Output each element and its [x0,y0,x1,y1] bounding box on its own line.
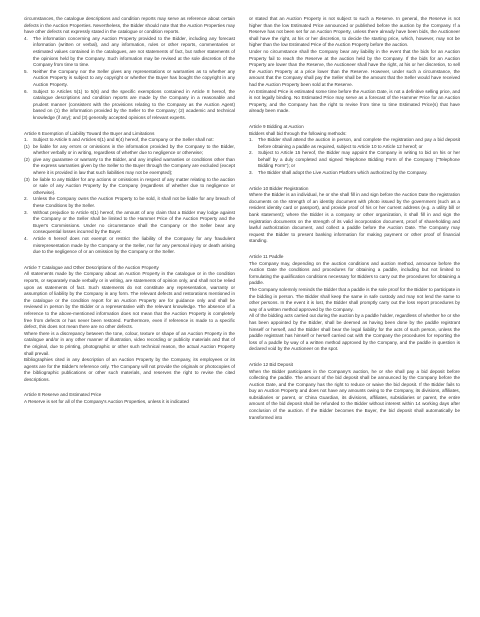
article-title: Article 7 Catalogue and Other Descriptions of the Auction Property [24,264,159,270]
item-text: Subject to Article 5 and Articles 6(1) and 6(4) hereof, the Company or the Seller shall not: [33,137,214,143]
list-item [24,196,235,209]
item-number: 4. [24,35,28,41]
list-item [24,157,235,177]
item-text: give any guarantee or warranty to the Bidder, and any implied warranties or conditions other than the express warranties given by the Seller to the Buyer through the Company are excluded (except where it is provided in law that such liabilities may not be exempted); [33,156,235,176]
article-title: Article 9 Bidding at Auction [249,123,304,129]
list-item [249,150,460,170]
item-number: 2. [249,150,253,156]
list-item [24,36,235,69]
paragraph: The Company solemnly reminds the Bidder that a paddle is the sole proof for the Bidder to participate in the bidding in person. The Bidder shall keep the same in safe custody and may not lend the same to other persons. In the event it is lost, the Bidder shall promptly carry out the loss report procedures by way of a written method approved by the Company. [249,286,460,312]
list-item [24,89,235,122]
item-text: be liable for any errors or omissions in the information provided by the Company to the Bidder, whether verbally or in writing, regardless of whether due to negligence or otherwise; [33,143,235,156]
item-text: be liable to any Bidder for any actions or omissions in respect of any matter relating to the auction or sale of any Auction Property by the Company (regardless of whether due to negligence or otherwise). [33,176,235,195]
item-number: 1. [24,137,28,143]
item-text: The Bidder shall adopt the Live Auction Platform which authorized by the Company. [258,170,428,176]
paragraph: A Reserve is set for all of the Company's Auction Properties, unless it is indicated [24,399,189,405]
item-number: 2. [24,196,28,202]
paragraph: All statements made by the Company about an Auction Property in the catalogue or in the condition reports, or separately made verbally or in writing, are statements of opinion only, and shall not be relied upon as statements of fact. Such statements do not constitute any representation, warranty or assumption of liability by the Company in any form. The relevant defects and restorations mentioned in the catalogue or the condition report for an Auction Property are for guidance only and shall be reviewed in person by the Bidder or a representative with the relevant knowledge. The absence of a reference to the above-mentioned information does not mean that the Auction Property is completely free from defects or has never been restored. Furthermore, even if reference is made to a specific defect, this does not mean there are no other defects. [24,271,235,330]
paragraph: circumstances, the catalogue descriptions and condition reports may serve as reference about certain defects in the Auction Properties. Nevertheless, the Bidder should note that the Auction Properties may have other defects not expressly stated in the catalogue or condition reports. [24,16,235,35]
item-number: 3. [24,209,28,215]
list-item [24,210,235,236]
article-title: Article 6 Exemption of Liability Toward the Buyer and Limitations [24,130,155,136]
item-number: 4. [24,236,28,241]
list-item [24,69,235,89]
right-column [249,16,460,617]
paragraph: or stated that an Auction Property is not subject to such a Reserve. In general, the Reserve is not higher than the low Estimated Price announced or published before the auction by the Company. If a Reserve has not been set for an Auction Property, unless there already have been bids, the Auctioneer shall have the right, at his or her discretion, to decide the starting price, which, however, may not be higher than the low Estimated Price of the Auction Property before the auction. [249,16,460,48]
item-text: Subject to Article 15 hereof, the Bidder may appoint the Company in writing to bid on his or her behalf by a duly completed and signed Telephone Bidding Form of the Company ("Telephone Bidding Form"); or [258,150,460,169]
paragraph: The Company may, depending on the auction conditions and auction method, announce before the Auction Date the conditions and procedures for obtaining a paddle, including but not limited to formulating the qualification conditions necessary for Bidders to carry out the procedures for obtaining a paddle. [249,260,460,286]
list-item [24,177,235,197]
left-column [24,16,235,617]
paragraph: Where there is a discrepancy between the tone, colour, texture or shape of an Auction Property in the catalogue and/or in any other manner of illustration, video recording or publicity materials and that of the original, due to printing, photographic or other such technical reason, the actual Auction Property shall prevail. [24,330,235,356]
item-number: 6. [24,88,28,94]
article-title: Article 11 Paddle [249,254,284,259]
item-text: The Bidder shall attend the auction in person, and complete the registration and pay a bid deposit before obtaining a paddle as required, subject to Article 10 to Article 12 hereof; or [258,137,460,149]
list-item [249,137,460,150]
list-item [24,236,235,256]
article-title: Article 10 Bidder Registration [249,185,309,191]
article-title: Article 8 Reserve and Estimated Price [24,392,102,398]
item-text: Article 6 hereof does not exempt or restrict the liability of the Company for any fraudulent misrepresentation made by the Company or the Seller, nor for any personal injury or death arising due to the negligence of or an omission by the Company or the Seller. [33,236,235,255]
item-text: Neither the Company nor the Seller gives any representations or warranties as to whether any Auction Property is subject to any copyright or whether the Buyer has bought the copyright in any Auction Property. [33,68,235,87]
article-title: Article 12 Bid Deposit [249,361,293,367]
paragraph: Under no circumstance shall the Company bear any liability in the event that the bids for an Auction Property fail to reach the Reserve at the auction held by the Company. If the bids for an Auction Property are lower than the Reserve, the Auctioneer shall have the right, at his or her discretion, to sell the Auction Property at a price lower than the Reserve. However, under such a circumstance, the amount that the Company shall pay the Seller shall be the amount that the Seller would have received had the Auction Property been sold at the Reserve. [249,48,460,87]
item-number: 3. [249,170,253,176]
paragraph: Bibliographies cited in any description of an Auction Property by the Company, its employees or its agents are for the Bidder's reference only. The Company will not provide the originals or photocopies of the bibliographic publications or other such materials, and reserves the right to revise the cited descriptions. [24,357,235,382]
paragraph: When the Bidder participates in the Company's auction, he or she shall pay a bid deposit before collecting the paddle. The amount of the bid deposit shall be announced by the Company before the Auction Date, and the Company has the right to reduce or waive the bid deposit. If the Bidder fails to buy an Auction Property and does not have any amounts owing to the Company, its divisions, affiliates, subsidiaries or parent, or China Guardian, its divisions, affiliates, subsidiaries or parent, the entire amount of the bid deposit shall be refunded to the Bidder without interest within 14 working days after conclusion of the auction. If the Bidder becomes the Buyer, the bid deposit shall automatically be transformed into [249,368,460,420]
paragraph: Bidders shall bid through the following methods: [249,130,347,136]
item-number: (2) [24,156,30,162]
item-text: Without prejudice to Article 6(1) hereof, the amount of any claim that a Bidder may lodge against the Company or the Seller shall be limited to the Hammer Price of the Auction Property and the Buyer's Commissions. Under no circumstance shall the Company or the Seller bear any consequential losses incurred by the Buyer. [33,209,235,235]
paragraph: All of the bidding acts carried out during the auction by a paddle holder, regardless of whether he or she has been appointed by the Bidder, shall be deemed as having been done by the paddle registrant himself or herself, and the Bidder shall bear the legal liability for the acts of such person, unless the paddle registrant has himself or herself carried out with the Company the procedures for reporting the loss of a paddle by way of a written method approved by the Company, and the paddle in question is declared void by the Auctioneer on the spot. [249,313,460,352]
paragraph: An Estimated Price is estimated some time before the Auction Date, is not a definitive selling price, and is not legally binding. No Estimated Price may serve as a forecast of the Hammer Price for an Auction Property, and the Company has the right to revise from time to time Estimated Price(s) that have already been made. [249,88,460,114]
item-text: Unless the Company owns the Auction Property to be sold, it shall not be liable for any breach of these Conditions by the Seller. [33,196,235,209]
list-item [24,144,235,157]
paragraph: Where the Bidder is an individual, he or she shall fill in and sign before the Auction Date the registration documents on the strength of an identity document with photo issued by the government (such as a resident identity card or passport), and provide proof of his or her current address (e.g. a utility bill or bank statement); where the Bidder is a company or other organization, it shall fill in and sign the registration documents on the strength of its valid incorporation document, proof of shareholding and lawful authorization document, and collect a paddle before the Auction Date. The Company may request the Bidder to present banking information for making payment or other proof of financial standing. [249,192,460,244]
list-item [249,170,460,177]
item-number: (3) [24,176,30,182]
list-item [24,137,235,144]
item-text: The information concerning any Auction Property provided to the Bidder, including any forecast information (written or verbal), and any information, rules or other reports, commentaries or estimated values contained in the catalogues, are not statements of fact, but rather statements of the opinions held by the Company. Such information may be revised at the sole discretion of the Company from time to time. [33,35,235,68]
item-number: (1) [24,143,30,149]
item-number: 5. [24,68,28,74]
item-number: 1. [249,137,253,143]
item-text: Subject to Articles 5(1) to 5(6) and the specific exemptions contained in Article 8 hereof, the catalogue descriptions and condition reports are made by the Company in a reasonable and prudent manner (consistent with the provisions relating to the Company as the Auction Agent) based on (1) the information provided by the Seller to the Company; (2) academic and technical knowledge (if any); and (3) generally accepted opinions of relevant experts. [33,88,235,120]
